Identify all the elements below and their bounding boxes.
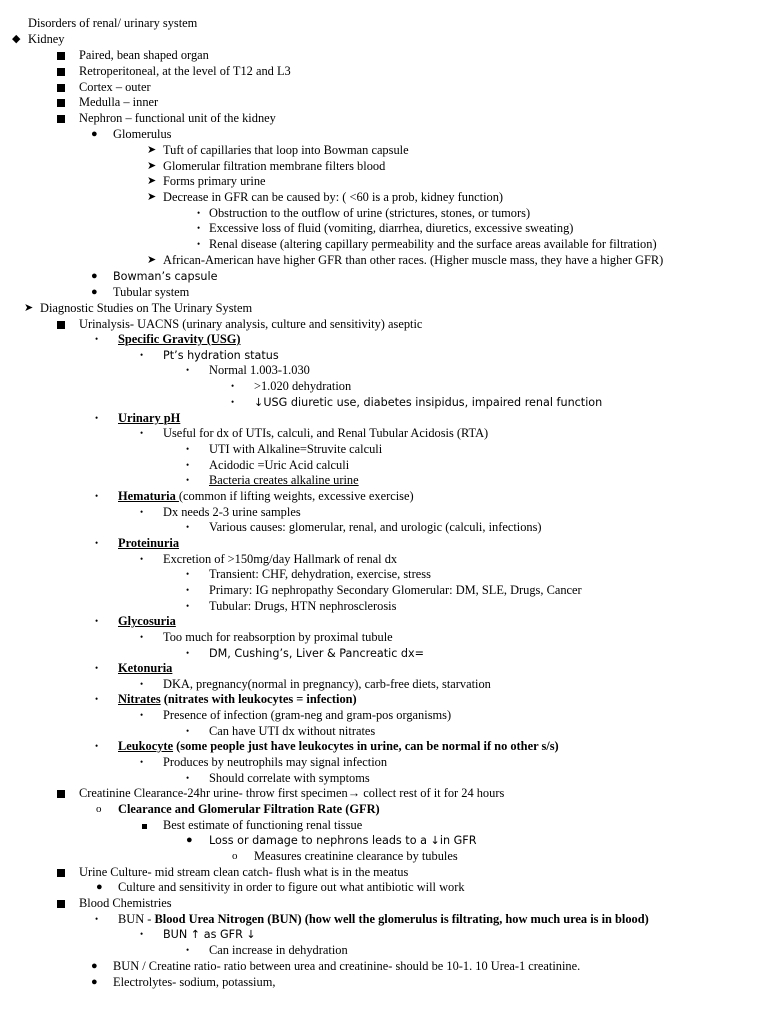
line-text [118, 802, 380, 818]
line-text [40, 301, 252, 317]
bold-text-run: Leukocyte [118, 739, 174, 753]
text-run: Produces by neutrophils may signal infection [163, 755, 388, 769]
text-run: >1.020 dehydration [254, 379, 352, 393]
text-run: Culture and sensitivity in order to figure out what antibiotic will work [118, 880, 465, 894]
line-text [254, 379, 351, 395]
text-run: Urinalysis- UACNS (urinary analysis, culture and sensitivity) aseptic [79, 317, 423, 331]
text-run: Should correlate with symptoms [209, 771, 370, 785]
text-run: Diagnostic Studies on The Urinary System [40, 301, 253, 315]
hollow-circle-bullet-icon: o [232, 850, 238, 862]
text-run: Normal 1.003-1.030 [209, 363, 310, 377]
line-text [118, 411, 180, 427]
line-text [163, 505, 301, 521]
small-bullet-icon: • [95, 491, 99, 501]
small-bullet-icon: • [95, 663, 99, 673]
small-bullet-icon: • [231, 397, 235, 407]
line-text [163, 348, 279, 364]
line-text [209, 520, 542, 536]
small-bullet-icon: • [186, 475, 190, 485]
text-run: Excretion of >150mg/day Hallmark of renal dx [163, 552, 398, 566]
line-text [163, 755, 387, 771]
line-text [254, 395, 602, 411]
line-text [118, 661, 172, 677]
square-bullet-icon [57, 865, 65, 882]
small-bullet-icon: • [186, 601, 190, 611]
round-bullet-icon: ● [96, 881, 103, 893]
small-bullet-icon: • [95, 334, 99, 344]
line-text [118, 692, 357, 708]
round-bullet-icon: ● [91, 960, 98, 972]
text-run: Nephron – functional unit of the kidney [79, 111, 276, 125]
text-run: Blood Chemistries [79, 896, 172, 910]
small-bullet-icon: • [140, 632, 144, 642]
text-run: Paired, bean shaped organ [79, 48, 209, 62]
text-run: Too much for reabsorption by proximal tubule [163, 630, 393, 644]
text-run: Best estimate of functioning renal tissue [163, 818, 363, 832]
small-bullet-icon: • [95, 741, 99, 751]
text-run: Glomerulus [113, 127, 172, 141]
text-run: Measures creatinine clearance by tubules [254, 849, 458, 863]
round-bullet-icon: ● [186, 834, 193, 846]
line-text [113, 127, 172, 143]
line-text [209, 206, 530, 222]
bold-text-run: Proteinuria [118, 536, 180, 550]
small-bullet-icon: • [186, 773, 190, 783]
small-bullet-icon: • [95, 413, 99, 423]
text-run: Can increase in dehydration [209, 943, 348, 957]
small-bullet-icon: • [197, 239, 201, 249]
small-bullet-icon: • [186, 522, 190, 532]
bold-text-run: (some people just have leukocytes in urine, can be normal if no other s/s) [173, 739, 559, 753]
square-bullet-icon [57, 896, 65, 913]
text-run: Acidodic =Uric Acid calculi [209, 458, 350, 472]
text-run: Primary: IG nephropathy Secondary Glomerular: DM, SLE, Drugs, Cancer [209, 583, 582, 597]
line-text [163, 927, 256, 943]
text-run: BUN ↑ as GFR ↓ [163, 928, 256, 941]
line-text [163, 174, 266, 190]
bold-text-run: Ketonuria [118, 661, 173, 675]
line-text [163, 159, 385, 175]
bold-text-run: Hematuria [118, 489, 179, 503]
bold-text-run: Nitrates [118, 692, 161, 706]
line-text [118, 489, 414, 505]
small-bullet-icon: • [140, 679, 144, 689]
line-text [113, 975, 275, 991]
text-run: Renal disease (altering capillary permeability and the surface areas available for filtration) [209, 237, 657, 251]
text-run: Disorders of renal/ urinary system [28, 16, 198, 30]
text-run: DM, Cushing’s, Liver & Pancreatic dx= [209, 647, 425, 660]
text-run: Loss or damage to nephrons leads to a ↓in GFR [209, 834, 477, 847]
line-text [118, 536, 179, 552]
arrow-bullet-icon: ➤ [147, 144, 157, 156]
square-bullet-icon [57, 48, 65, 65]
arrow-bullet-icon: ➤ [147, 175, 157, 187]
line-text [209, 237, 657, 253]
small-bullet-icon: • [186, 365, 190, 375]
small-bullet-icon: • [186, 648, 190, 658]
line-text [28, 32, 64, 48]
line-text [163, 190, 503, 206]
round-bullet-icon: ● [91, 128, 98, 140]
small-bullet-icon: • [95, 914, 99, 924]
square-bullet-icon [57, 317, 65, 334]
line-text [254, 849, 458, 865]
line-text [209, 771, 370, 787]
small-bullet-icon: • [197, 223, 201, 233]
text-run: DKA, pregnancy(normal in pregnancy), carb-free diets, starvation [163, 677, 491, 691]
text-run: Can have UTI dx without nitrates [209, 724, 376, 738]
bold-text-run: Glycosuria [118, 614, 176, 628]
document-title [28, 16, 197, 32]
text-run: Creatinine Clearance-24hr urine- throw first specimen→ collect rest of it for 24 hours [79, 786, 505, 800]
diamond-bullet-icon: ◆ [12, 33, 21, 45]
line-text [163, 677, 491, 693]
arrow-bullet-icon: ➤ [147, 160, 157, 172]
arrow-bullet-icon: ➤ [147, 254, 157, 266]
line-text [209, 833, 477, 849]
small-bullet-icon: • [186, 945, 190, 955]
text-run: Electrolytes- sodium, potassium, [113, 975, 276, 989]
small-bullet-icon: • [197, 208, 201, 218]
small-bullet-icon: • [140, 757, 144, 767]
text-run: Cortex – outer [79, 80, 151, 94]
line-text [118, 614, 176, 630]
line-text [113, 285, 189, 301]
line-text [113, 959, 580, 975]
arrow-bullet-icon: ➤ [147, 191, 157, 203]
line-text [209, 442, 382, 458]
text-run: African-American have higher GFR than other races. (Higher muscle mass, they have a higher GFR) [163, 253, 664, 267]
line-text [163, 818, 362, 834]
round-bullet-icon: ● [91, 976, 98, 988]
text-run: Transient: CHF, dehydration, exercise, stress [209, 567, 431, 581]
line-text [209, 646, 424, 662]
square-bullet-icon [57, 64, 65, 81]
text-run: Useful for dx of UTIs, calculi, and Renal Tubular Acidosis (RTA) [163, 426, 489, 440]
bold-text-run: Specific Gravity (USG) [118, 332, 241, 346]
arrow-bullet-icon: ➤ [24, 302, 34, 314]
small-bullet-icon: • [186, 444, 190, 454]
line-text [79, 317, 422, 333]
text-run: Pt’s hydration status [163, 349, 279, 362]
text-run: Medulla – inner [79, 95, 159, 109]
line-text [79, 111, 276, 127]
text-run: Tuft of capillaries that loop into Bowman capsule [163, 143, 409, 157]
line-text [163, 253, 663, 269]
text-run: BUN - [118, 912, 155, 926]
hollow-circle-bullet-icon: o [96, 803, 102, 815]
text-run: Dx needs 2-3 urine samples [163, 505, 301, 519]
line-text [118, 912, 649, 928]
small-bullet-icon: • [140, 350, 144, 360]
small-bullet-icon: • [140, 710, 144, 720]
round-bullet-icon: ● [91, 286, 98, 298]
text-run: BUN / Creatine ratio- ratio between urea and creatinine- should be 10-1. 10 Urea-1 creatinine. [113, 959, 581, 973]
text-run: Glomerular filtration membrane filters blood [163, 159, 386, 173]
text-run: Excessive loss of fluid (vomiting, diarrhea, diuretics, excessive sweating) [209, 221, 574, 235]
text-run: Forms primary urine [163, 174, 266, 188]
text-run: Various causes: glomerular, renal, and urologic (calculi, infections) [209, 520, 542, 534]
line-text [163, 552, 397, 568]
small-bullet-icon: • [140, 929, 144, 939]
text-run: (common if lifting weights, excessive exercise) [178, 489, 414, 503]
line-text [209, 458, 349, 474]
line-text [118, 332, 241, 348]
line-text [79, 64, 291, 80]
line-text [209, 583, 582, 599]
small-bullet-icon: • [140, 554, 144, 564]
line-text [79, 48, 209, 64]
line-text [163, 630, 393, 646]
line-text [209, 943, 348, 959]
line-text [209, 599, 396, 615]
bold-text-run: Blood Urea Nitrogen (BUN) (how well the glomerulus is filtrating, how much urea is in blood) [154, 912, 649, 926]
line-text [79, 786, 504, 802]
small-square-bullet-icon [142, 818, 147, 834]
square-bullet-icon [57, 786, 65, 803]
square-bullet-icon [57, 95, 65, 112]
line-text [113, 269, 217, 285]
small-bullet-icon: • [186, 726, 190, 736]
text-run: Obstruction to the outflow of urine (strictures, stones, or tumors) [209, 206, 531, 220]
text-run: Tubular system [113, 285, 190, 299]
line-text [209, 567, 431, 583]
text-run: Presence of infection (gram-neg and gram-pos organisms) [163, 708, 452, 722]
line-text [118, 739, 559, 755]
line-text [163, 708, 451, 724]
line-text [118, 880, 465, 896]
small-bullet-icon: • [231, 381, 235, 391]
small-bullet-icon: • [140, 507, 144, 517]
text-run: UTI with Alkaline=Struvite calculi [209, 442, 383, 456]
line-text [79, 95, 158, 111]
text-run: Retroperitoneal, at the level of T12 and L3 [79, 64, 291, 78]
small-bullet-icon: • [140, 428, 144, 438]
line-text [209, 363, 310, 379]
text-run: Kidney [28, 32, 65, 46]
bold-text-run: Urinary pH [118, 411, 181, 425]
text-run: Bacteria creates alkaline urine [209, 473, 359, 487]
bold-text-run: Clearance and Glomerular Filtration Rate (GFR) [118, 802, 380, 816]
small-bullet-icon: • [186, 460, 190, 470]
square-bullet-icon [57, 111, 65, 128]
small-bullet-icon: • [95, 694, 99, 704]
line-text [163, 426, 488, 442]
line-text [79, 896, 172, 912]
line-text [79, 80, 151, 96]
round-bullet-icon: ● [91, 270, 98, 282]
line-text [209, 724, 375, 740]
line-text [209, 221, 573, 237]
line-text [163, 143, 409, 159]
text-run: Urine Culture- mid stream clean catch- flush what is in the meatus [79, 865, 409, 879]
small-bullet-icon: • [95, 538, 99, 548]
line-text [79, 865, 408, 881]
text-run: Bowman’s capsule [113, 270, 218, 283]
small-bullet-icon: • [186, 569, 190, 579]
text-run: Tubular: Drugs, HTN nephrosclerosis [209, 599, 397, 613]
text-run: Decrease in GFR can be caused by: ( <60 is a prob, kidney function) [163, 190, 504, 204]
small-bullet-icon: • [186, 585, 190, 595]
text-run: ↓USG diuretic use, diabetes insipidus, impaired renal function [254, 396, 603, 409]
line-text [209, 473, 359, 489]
small-bullet-icon: • [95, 616, 99, 626]
bold-text-run: (nitrates with leukocytes = infection) [160, 692, 357, 706]
